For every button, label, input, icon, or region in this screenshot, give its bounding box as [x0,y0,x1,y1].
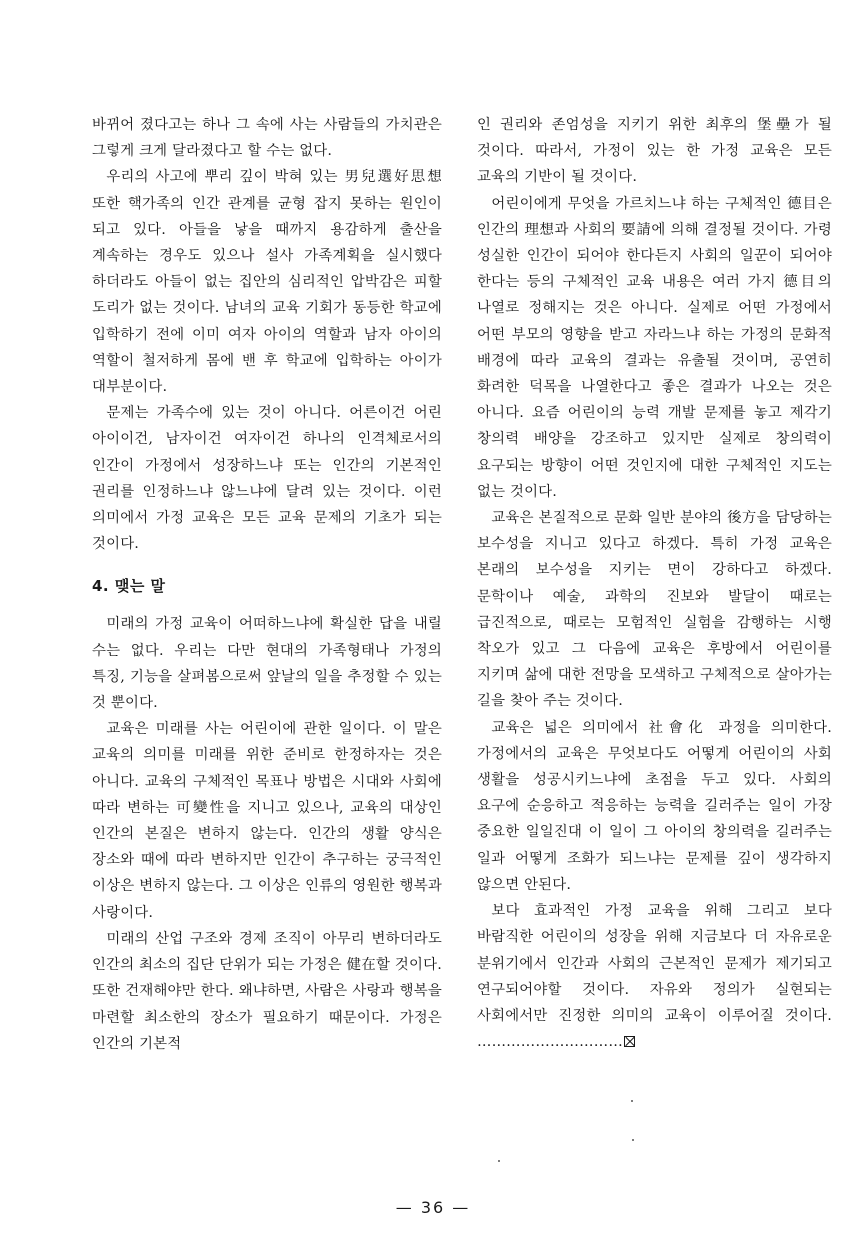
paragraph [477,898,832,1055]
paragraph: 우리의 사고에 뿌리 깊이 박혀 있는 男兒選好思想 또한 핵가족의 인간 관계를 균형 잡지 못하는 원인이 되고 있다. 아들을 낳을 때까지 용감하게 출산을 계속하는 경우도 있으나 설사 가족계획을 실시했다 하더라도 아들이 없는 집안의 심리적인 압박감은 피할 도리가 없는 것이다. 남녀의 교육 기회가 동등한 학교에 입학하기 전에 이미 여자 아이의 역할과 남자 아이의 역할이 철저하게 몸에 밴 후 학교에 입학하는 아이가 대부분이다. [92,169,442,396]
right-column [477,112,832,1055]
scan-speck [498,1160,500,1162]
paragraph: 교육은 넓은 의미에서 社會化 과정을 의미한다. 가정에서의 교육은 무엇보다도 어떻게 어린이의 사회 생활을 성공시키느냐에 초점을 두고 있다. 사회의 요구에 순응하고 적응하는 능력을 길러주는 일이 가장 중요한 일일진대 이 일이 그 아이의 창의력을 길러주는 일과 어떻게 조화가 되느냐는 문제를 깊이 생각하지 않으면 안된다. [477,719,832,893]
paragraph: 미래의 산업 구조와 경제 조직이 아무리 변하더라도 인간의 최소의 집단 단위가 되는 가정은 健在할 것이다. 또한 건재해야만 한다. 왜냐하면, 사람은 사랑과 행복을 마련할 최소한의 장소가 필요하기 때문이다. 가정은 인간의 기본적 [92,930,442,1052]
scan-speck [632,1139,634,1141]
paragraph: 바뀌어 졌다고는 하나 그 속에 사는 사람들의 가치관은 그렇게 크게 달라졌다고 할 수는 없다. [92,117,442,160]
left-column [92,112,442,1057]
scan-speck [631,1100,633,1102]
paragraph: 인 권리와 존엄성을 지키기 위한 최후의 堡壘가 될 것이다. 따라서, 가정이 있는 한 가정 교육은 모든 교육의 기반이 될 것이다. [477,117,832,186]
paragraph-text: 보다 효과적인 가정 교육을 위해 그리고 보다 바람직한 어린이의 성장을 위해 지금보다 더 자유로운 분위기에서 인간과 사회의 근본적인 문제가 제기되고 연구되어야할 것이다. 자유와 정의가 실현되는 사회에서만 진정한 의미의 교육이 이루어질 것이다. [477,903,832,1024]
end-leader: ………………………… [477,1034,623,1051]
paragraph: 교육은 본질적으로 문화 일반 분야의 後方을 담당하는 보수성을 지니고 있다고 하겠다. 특히 가정 교육은 본래의 보수성을 지키는 면이 강하다고 하겠다. 문학이나 예술, 과학의 진보와 발달이 때로는 급진적으로, 때로는 모험적인 실험을 감행하는 시행 착오가 있고 그 다음에 교육은 후방에서 어린이를 지키며 삶에 대한 전망을 모색하고 구체적으로 살아가는 길을 찾아 주는 것이다. [477,510,832,710]
page-number: — 36 — [395,1198,471,1217]
paragraph: 문제는 가족수에 있는 것이 아니다. 어른이건 어린 아이이건, 남자이건 여자이건 하나의 인격체로서의 인간이 가정에서 성장하느냐 또는 인간의 기본적인 권리를 인정하느냐 않느냐에 달려 있는 것이다. 이런 의미에서 가정 교육은 모든 교육 문제의 기초가 되는 것이다. [92,405,442,553]
paragraph: 미래의 가정 교육이 어떠하느냐에 확실한 답을 내릴 수는 없다. 우리는 다만 현대의 가족형태나 가정의 특징, 기능을 살펴봄으로써 앞날의 일을 추정할 수 있는 것 뿐이다. [92,616,442,712]
paragraph: 교육은 미래를 사는 어린이에 관한 일이다. 이 말은 교육의 의미를 미래를 위한 준비로 한정하자는 것은 아니다. 교육의 구체적인 목표나 방법은 시대와 사회에 따라 변하는 可變性을 지니고 있으나, 교육의 대상인 인간의 본질은 변하지 않는다. 인간의 생활 양식은 장소와 때에 따라 변하지만 인간이 추구하는 궁극적인 이상은 변하지 않는다. 그 이상은 인류의 영원한 행복과 사랑이다. [92,721,442,921]
paragraph: 어린이에게 무엇을 가르치느냐 하는 구체적인 德目은 인간의 理想과 사회의 要請에 의해 결정될 것이다. 가령 성실한 인간이 되어야 한다든지 사회의 일꾼이 되어야 한다는 등의 구체적인 교육 내용은 여러 가지 德目의 나열로 정해지는 것은 아니다. 실제로 어떤 가정에서 어떤 부모의 영향을 받고 자라느냐 하는 가정의 문화적 배경에 따라 교육의 결과는 유출될 것이며, 공연히 화려한 덕목을 나열한다고 좋은 결과가 나오는 것은 아니다. 요즘 어린이의 능력 개발 문제를 놓고 제각기 창의력 배양을 강조하고 있지만 실제로 창의력이 요구되는 방향이 어떤 것인지에 대한 구체적인 지도는 없는 것이다. [477,195,832,500]
section-heading: 4. 맺는 말 [92,577,166,596]
end-mark-icon [624,1036,635,1047]
